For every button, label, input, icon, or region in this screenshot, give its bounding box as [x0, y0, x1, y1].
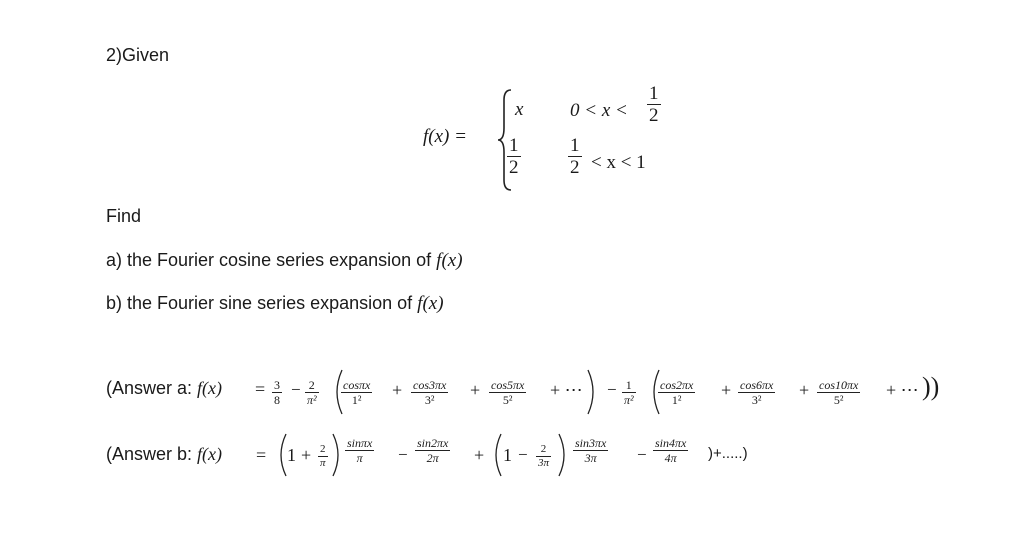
answer-a-close: )) [922, 372, 940, 401]
case1-half-fraction: $\frac{1}{2}$ [649, 83, 659, 126]
answer-a-plus-4: + [799, 380, 810, 400]
problem-number: 2)Given [106, 45, 170, 65]
answer-b-minus-3: − [637, 445, 647, 464]
answer-b-paren1-fraction: $\frac{2}{\pi}$ [320, 443, 326, 469]
answer-b-term-1: $\frac{\sin\pi x}{\pi}$ [347, 436, 373, 465]
answer-a-plus-1: + [392, 380, 403, 400]
part-b: b) the Fourier sine series expansion of f(x) [106, 293, 444, 314]
answer-b-plus-1: + [301, 445, 312, 465]
answer-b-one-1: 1 [287, 445, 296, 465]
answer-a-term-6: $\frac{\cos 10\pi x}{\text{5²}}$ [819, 378, 859, 407]
answer-b: (Answer b: f(x) [106, 444, 223, 464]
answer-a-const-fraction: $\frac{3}{8}$ [274, 378, 280, 407]
answer-b-tail: )+.....) [708, 445, 748, 462]
answer-b-term-4: $\frac{\sin 4\pi x}{4\pi}$ [655, 436, 687, 465]
answer-a-close-paren-1 [586, 368, 600, 416]
answer-a-eq: = [255, 379, 266, 399]
answer-a-ellipsis-1: + ⋯ [550, 380, 583, 400]
part-a: a) the Fourier cosine series expansion of f(x) [106, 250, 463, 271]
answer-a-term-2: $\frac{\cos 3\pi x}{\text{3²}}$ [413, 378, 447, 407]
answer-a-term-5: $\frac{\cos 6\pi x}{\text{3²}}$ [740, 378, 774, 407]
answer-a-term-4: $\frac{\cos 2\pi x}{\text{1²}}$ [660, 378, 694, 407]
case1-condition-left: 0 < x < [570, 100, 628, 121]
case2-value-fraction: $\frac{1}{2}$ [509, 135, 519, 178]
answer-b-eq: = [256, 445, 267, 465]
answer-a-term-3: $\frac{\cos 5\pi x}{\text{5²}}$ [491, 378, 525, 407]
answer-b-paren2-fraction: $\frac{2}{3\pi}$ [538, 443, 550, 469]
answer-b-close-paren-2 [557, 432, 571, 478]
answer-b-term-3: $\frac{\sin 3\pi x}{3\pi}$ [575, 436, 607, 465]
answer-a-plus-3: + [721, 380, 732, 400]
answer-a: (Answer a: f(x) [106, 378, 223, 398]
answer-a-term-1: $\frac{\cos\pi x}{\text{1²}}$ [343, 378, 371, 407]
piecewise-lhs: f(x) = [423, 126, 467, 147]
find-label: Find [106, 206, 142, 226]
answer-b-term-2: $\frac{\sin 2\pi x}{2\pi}$ [417, 436, 449, 465]
answer-a-coef-fraction: $\frac{2}{\text{π²}}$ [307, 378, 317, 407]
case2-half-fraction: $\frac{1}{2}$ [570, 135, 580, 178]
answer-a-minus-1: − [291, 380, 301, 399]
answer-b-open-paren-1 [274, 432, 288, 478]
answer-a-plus-2: + [470, 380, 481, 400]
answer-b-minus-2: − [518, 445, 528, 464]
answer-b-plus-2: + [474, 445, 485, 465]
case1-value: x [515, 99, 524, 120]
answer-b-one-2: 1 [503, 445, 512, 465]
case1-condition [570, 100, 628, 122]
answer-b-minus-1: − [398, 445, 408, 464]
answer-b-close-paren-1 [331, 432, 345, 478]
answer-a-minus-2: − [607, 380, 617, 399]
answer-a-coef2-fraction: $\frac{1}{\text{π²}}$ [624, 378, 634, 407]
answer-a-ellipsis-2: + ⋯ [886, 380, 919, 400]
answer-b-open-paren-2 [489, 432, 503, 478]
case2-condition-right: < x < 1 [591, 152, 646, 173]
